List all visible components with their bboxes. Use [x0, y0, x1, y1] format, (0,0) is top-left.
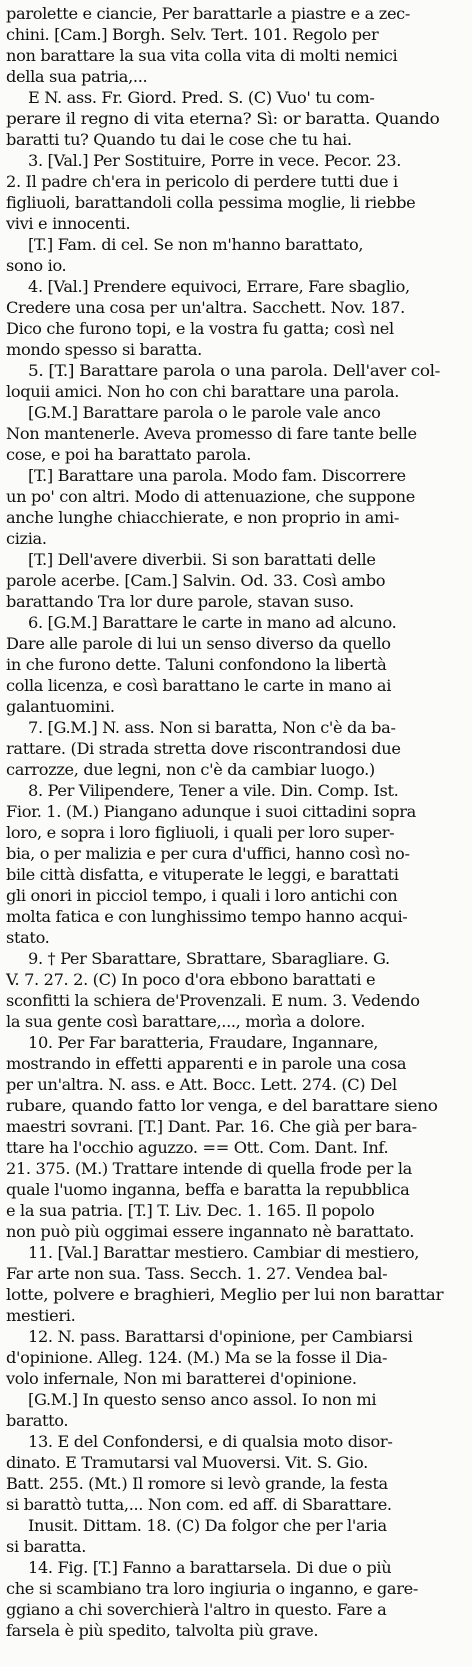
text-line: gli onori in picciol tempo, i quali i loro antichi con: [6, 886, 398, 905]
text-line: bia, o per malizia e per cura d'uffici, hanno così no-: [6, 844, 410, 863]
text-line: ggiano a chi soverchierà l'altro in questo. Fare a: [6, 1600, 387, 1619]
text-line: non può più oggimai essere ingannato nè barattato.: [6, 1222, 415, 1241]
text-line: 6. [G.M.] Barattare le carte in mano ad alcuno.: [28, 613, 397, 632]
text-line: 8. Per Vilipendere, Tener a vile. Din. Comp. Ist.: [28, 781, 399, 800]
text-line: maestri sovrani. [T.] Dant. Par. 16. Che già per bara-: [6, 1117, 417, 1136]
text-line: parolette e ciancie, Per barattarle a piastre e a zec-: [6, 4, 411, 23]
text-line: della sua patria,...: [6, 67, 148, 86]
text-line: lotte, polvere e braghieri, Meglio per lui non barattar: [6, 1285, 444, 1304]
text-line: ttare ha l'occhio aguzzo. == Ott. Com. Dant. Inf.: [6, 1138, 389, 1157]
text-line: colla licenza, e così barattano le carte in mano ai: [6, 676, 392, 695]
text-line: mestieri.: [6, 1306, 76, 1325]
text-line: rubare, quando fatto lor venga, e del barattare sieno: [6, 1096, 438, 1115]
text-line: si barattò tutta,... Non com. ed aff. di Sbarattare.: [6, 1495, 392, 1514]
text-line: per un'altra. N. ass. e Att. Bocc. Lett. 274. (C) Del: [6, 1075, 397, 1094]
text-line: figliuoli, barattandoli colla pessima moglie, li riebbe: [6, 193, 416, 212]
text-line: 10. Per Far baratteria, Fraudare, Ingannare,: [28, 1033, 379, 1052]
text-line: Batt. 255. (Mt.) Il romore si levò grande, la festa: [6, 1474, 388, 1493]
text-line: 13. E del Confondersi, e di qualsia moto disor-: [28, 1432, 393, 1451]
text-line: rattare. (Di strada stretta dove riscontrandosi due: [6, 739, 401, 758]
text-line: [T.] Fam. di cel. Se non m'hanno barattato,: [28, 235, 364, 254]
text-line: 7. [G.M.] N. ass. Non si baratta, Non c'è da ba-: [28, 718, 396, 737]
text-line: d'opinione. Alleg. 124. (M.) Ma se la fosse il Dia-: [6, 1348, 388, 1367]
text-line: parole acerbe. [Cam.] Salvin. Od. 33. Così ambo: [6, 571, 386, 590]
text-line: e la sua patria. [T.] T. Liv. Dec. 1. 165. Il popolo: [6, 1201, 375, 1220]
text-line: Fior. 1. (M.) Piangano adunque i suoi cittadini sopra: [6, 802, 416, 821]
text-line: barattando Tra lor dure parole, stavan suso.: [6, 592, 354, 611]
text-line: mondo spesso si baratta.: [6, 340, 202, 359]
text-line: [G.M.] Barattare parola o le parole vale anco: [28, 403, 381, 422]
text-line: molta fatica e con lunghissimo tempo hanno acqui-: [6, 907, 408, 926]
text-line: bile città disfatta, e vituperate le leggi, e barattati: [6, 865, 399, 884]
text-line: 14. Fig. [T.] Fanno a barattarsela. Di due o più: [28, 1558, 392, 1577]
text-line: Non mantenerle. Aveva promesso di fare tante belle: [6, 424, 417, 443]
text-line: vivi e innocenti.: [6, 214, 131, 233]
text-line: sono io.: [6, 256, 67, 275]
text-line: farsela è più spedito, talvolta più grave.: [6, 1621, 319, 1640]
text-line: la sua gente così barattare,..., morìa a dolore.: [6, 1012, 366, 1031]
text-line: [T.] Barattare una parola. Modo fam. Discorrere: [28, 466, 406, 485]
text-line: volo infernale, Non mi baratterei d'opinione.: [6, 1369, 357, 1388]
text-line: si baratta.: [6, 1537, 86, 1556]
text-line: 3. [Val.] Per Sostituire, Porre in vece. Pecor. 23.: [28, 151, 402, 170]
text-line: in che furono dette. Taluni confondono la libertà: [6, 655, 387, 674]
text-line: 2. Il padre ch'era in pericolo di perdere tutti due i: [6, 172, 398, 191]
text-line: Credere una cosa per un'altra. Sacchett. Nov. 187.: [6, 298, 405, 317]
text-line: Far arte non sua. Tass. Secch. 1. 27. Vendea bal-: [6, 1264, 388, 1283]
text-line: 5. [T.] Barattare parola o una parola. Dell'aver col-: [28, 361, 441, 380]
text-line: galantuomini.: [6, 697, 115, 716]
text-line: 9. † Per Sbarattare, Sbrattare, Sbaragliare. G.: [28, 949, 390, 968]
text-line: baratti tu? Quando tu dai le cose che tu hai.: [6, 130, 352, 149]
text-line: 4. [Val.] Prendere equivoci, Errare, Fare sbaglio,: [28, 277, 410, 296]
text-line: [G.M.] In questo senso anco assol. Io non mi: [28, 1390, 377, 1409]
text-line: baratto.: [6, 1411, 69, 1430]
text-line: V. 7. 27. 2. (C) In poco d'ora ebbono barattati e: [6, 970, 376, 989]
text-line: mostrando in effetti apparenti e in parole una cosa: [6, 1054, 407, 1073]
text-line: perare il regno di vita eterna? Sì: or baratta. Quando: [6, 109, 440, 128]
text-line: loro, e sopra i loro figliuoli, i quali per loro super-: [6, 823, 395, 842]
text-line: Dico che furono topi, e la vostra fu gatta; così nel: [6, 319, 394, 338]
text-line: cizia.: [6, 529, 47, 548]
text-line: quale l'uomo inganna, beffa e baratta la repubblica: [6, 1180, 410, 1199]
text-line: non barattare la sua vita colla vita di molti nemici: [6, 46, 398, 65]
text-line: cose, e poi ha barattato parola.: [6, 445, 252, 464]
text-line: E N. ass. Fr. Giord. Pred. S. (C) Vuo' tu com-: [28, 88, 375, 107]
text-line: 21. 375. (M.) Trattare intende di quella frode per la: [6, 1159, 412, 1178]
text-line: Dare alle parole di lui un senso diverso da quello: [6, 634, 391, 653]
text-line: Inusit. Dittam. 18. (C) Da folgor che per l'aria: [28, 1516, 387, 1535]
text-line: dinato. E Tramutarsi val Muoversi. Vit. S. Gio.: [6, 1453, 368, 1472]
text-line: loquii amici. Non ho con chi barattare una parola.: [6, 382, 400, 401]
text-line: [T.] Dell'avere diverbii. Si son barattati delle: [28, 550, 376, 569]
text-line: chini. [Cam.] Borgh. Selv. Tert. 101. Regolo per: [6, 25, 379, 44]
text-line: stato.: [6, 928, 50, 947]
text-line: 12. N. pass. Barattarsi d'opinione, per Cambiarsi: [28, 1327, 413, 1346]
text-line: che si scambiano tra loro ingiuria o inganno, e gare-: [6, 1579, 418, 1598]
text-line: 11. [Val.] Barattar mestiero. Cambiar di mestiero,: [28, 1243, 420, 1262]
text-line: carrozze, due legni, non c'è da cambiar luogo.): [6, 760, 375, 779]
text-line: anche lunghe chiacchierate, e non proprio in ami-: [6, 508, 399, 527]
text-line: sconfitti la schiera de'Provenzali. E num. 3. Vedendo: [6, 991, 420, 1010]
text-line: un po' con altri. Modo di attenuazione, che suppone: [6, 487, 415, 506]
